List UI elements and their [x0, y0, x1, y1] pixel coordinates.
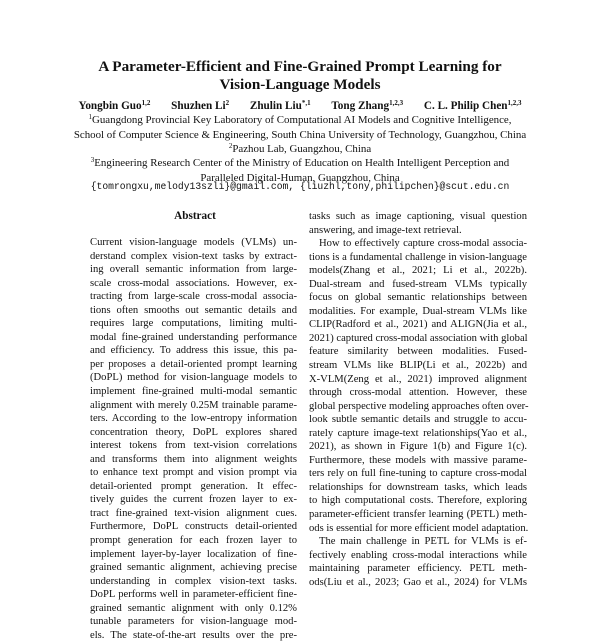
body-line: X-VLM(Zeng et al., 2021) improved alignment	[309, 373, 527, 385]
abstract-line: tively guides the current frozen layer to ex-	[90, 494, 297, 506]
body-line: Furthermore, these models with massive parame-	[309, 454, 527, 466]
author-affil-sup: 2	[225, 99, 230, 107]
abstract-line: Furthermore, DoPL constructs detail-oriented	[90, 521, 297, 533]
abstract-line: understanding in complex vision-text tasks.	[90, 575, 297, 587]
abstract-line: grained semantic alignment with only 0.12%	[90, 602, 297, 614]
body-line: The main challenge in PETL for VLMs is ef-	[319, 536, 527, 548]
body-line: tasks such as image captioning, visual question	[309, 211, 527, 222]
abstract-line: and efficiency. To address this issue, this pa-	[90, 345, 297, 357]
body-line: focus on global semantic relationships between	[309, 292, 527, 304]
author-affil-sup: 1,2,3	[507, 99, 522, 107]
abstract-line: modal fine-grained understanding performance	[90, 331, 297, 343]
body-line: tions is a fundamental challenge in vision-language	[309, 251, 527, 263]
abstract-line: tracting from large-scale cross-modal associa-	[90, 291, 297, 303]
body-line: ods is essential for more efficient model adaptation.	[309, 522, 529, 534]
abstract-line: per proposes a detail-oriented prompt learning	[90, 358, 297, 370]
abstract-line: ters. According to the low-entropy information	[90, 413, 297, 425]
body-line: through cross-modal attention. However, these	[309, 387, 527, 399]
body-line: rately capture image-text relationships(Yao et al.,	[309, 427, 527, 439]
affil-text: Guangdong Provincial Key Laboratory of Computational AI Models and Cognitive Intelligence,	[91, 114, 512, 126]
affil-text: Engineering Research Center of the Ministry of Education on Health Intelligent Perception and	[94, 157, 510, 169]
affil-text: School of Computer Science & Engineering, South China University of Technology, Guangzhou, China	[73, 128, 527, 141]
abstract-heading: Abstract	[174, 210, 216, 222]
abstract-line: scale cross-modal associations. However, ex-	[90, 277, 297, 289]
title-line-2: Vision-Language Models	[219, 76, 381, 93]
abstract-line: to enhance text prompt and vision prompt via	[90, 467, 297, 479]
body-line: stream VLMs like BLIP(Li et al., 2022b) and	[309, 360, 527, 372]
body-line: look subtle semantic details and struggle to accu-	[309, 414, 527, 426]
abstract-line: and transforms them into alignment weights	[90, 453, 297, 465]
body-line: Dual-stream and fused-stream VLMs typically	[309, 278, 527, 290]
affil-sup: 1	[88, 113, 92, 121]
affiliation-1	[0, 110, 600, 142]
author-name: Zhulin Liu	[249, 100, 302, 112]
body-line: ters rely on full fine-tuning to capture cross-modal	[309, 468, 527, 480]
affil-text: Paralleled Digital-Human, Guangzhou, China	[200, 171, 400, 184]
abstract-line: implement layer-by-layer localization of fine-	[90, 548, 297, 560]
abstract-line: (DoPL) method for vision-language models to	[90, 372, 297, 384]
author-affil-sup: 1,2	[141, 99, 151, 107]
body-line: 2021) captured cross-modal association with global	[309, 332, 528, 344]
body-line: feature similarity between modalities. Fused-	[309, 346, 527, 358]
abstract-line: els. The state-of-the-art results over the pre-	[90, 629, 297, 641]
author-name: Tong Zhang	[331, 100, 390, 112]
title-line-1: A Parameter-Efficient and Fine-Grained Prompt Learning for	[98, 58, 502, 75]
author-name: Shuzhen Li	[171, 100, 226, 112]
affil-text: Pazhou Lab, Guangzhou, China	[232, 143, 372, 155]
body-line: answering, and image-text retrieval.	[309, 224, 462, 236]
author-emails: {tomrongxu,melody13szli}@gmail.com, {liuzhl,tony,philipchen}@scut.edu.cn	[90, 181, 510, 192]
author-affil-sup: *,1	[301, 99, 311, 107]
body-line: parameter-efficient transfer learning (PETL) meth-	[309, 509, 527, 521]
abstract-body	[90, 236, 297, 642]
abstract-line: grained semantic alignment, achieving precise	[90, 562, 297, 574]
abstract-line: derstand complex vision-text tasks by extract-	[90, 250, 297, 262]
abstract-line: tract fine-grained text-vision alignment cues.	[90, 507, 297, 519]
abstract-line: DoPL performs well in parameter-efficient fine-	[90, 589, 297, 601]
abstract-line: prompt generation for each frozen layer to	[90, 535, 297, 547]
abstract-line: Current vision-language models (VLMs) un-	[90, 237, 297, 248]
abstract-line: concentration theory, DoPL explores shared	[90, 426, 297, 438]
body-line: relationships for downstream tasks, which leads	[309, 481, 527, 493]
body-line: global perspective modeling approaches often over-	[309, 400, 529, 412]
body-line: How to effectively capture cross-modal associa-	[319, 238, 527, 250]
abstract-line: tions often smooths out semantic details and	[90, 304, 297, 316]
author-name: C. L. Philip Chen	[423, 100, 508, 112]
body-line: models(Zhang et al., 2021; Li et al., 2022b).	[309, 265, 527, 277]
abstract-line: requires large computations, limiting multi-	[90, 318, 297, 330]
affil-sup: 2	[228, 142, 233, 150]
body-line: ods(Liu et al., 2023; Gao et al., 2024) for VLMs	[309, 576, 527, 588]
abstract-line: interest tokens from text-vision correlations	[90, 440, 297, 452]
abstract-line: ing overall semantic information from large-	[90, 264, 297, 276]
paper-title	[0, 58, 600, 94]
abstract-line: alignment with merely 0.25M trainable parame-	[90, 399, 297, 411]
body-line: fectively enabling cross-modal interactions while	[309, 549, 527, 561]
introduction-body	[309, 210, 527, 589]
abstract-line: tunable parameters for vision-language mod-	[90, 616, 297, 628]
body-line: CLIP(Radford et al., 2021) and ALIGN(Jia et al.,	[309, 319, 527, 331]
affil-sup: 3	[90, 156, 95, 164]
body-line: 2021), as shown in Figure 1(b) and Figure 1(c).	[309, 441, 527, 453]
author-affil-sup: 1,2,3	[389, 99, 404, 107]
body-line: maintaining parameter efficiency. PETL meth-	[309, 563, 527, 575]
abstract-line: detail-oriented prompt generation. It effec-	[90, 480, 297, 492]
abstract-line: implement fine-grained multi-modal semantic	[90, 386, 297, 398]
body-line: to high computational costs. Therefore, exploring	[309, 495, 527, 507]
author-name: Yongbin Guo	[78, 100, 142, 112]
body-line: modalities. For example, Dual-stream VLMs like	[309, 305, 527, 317]
